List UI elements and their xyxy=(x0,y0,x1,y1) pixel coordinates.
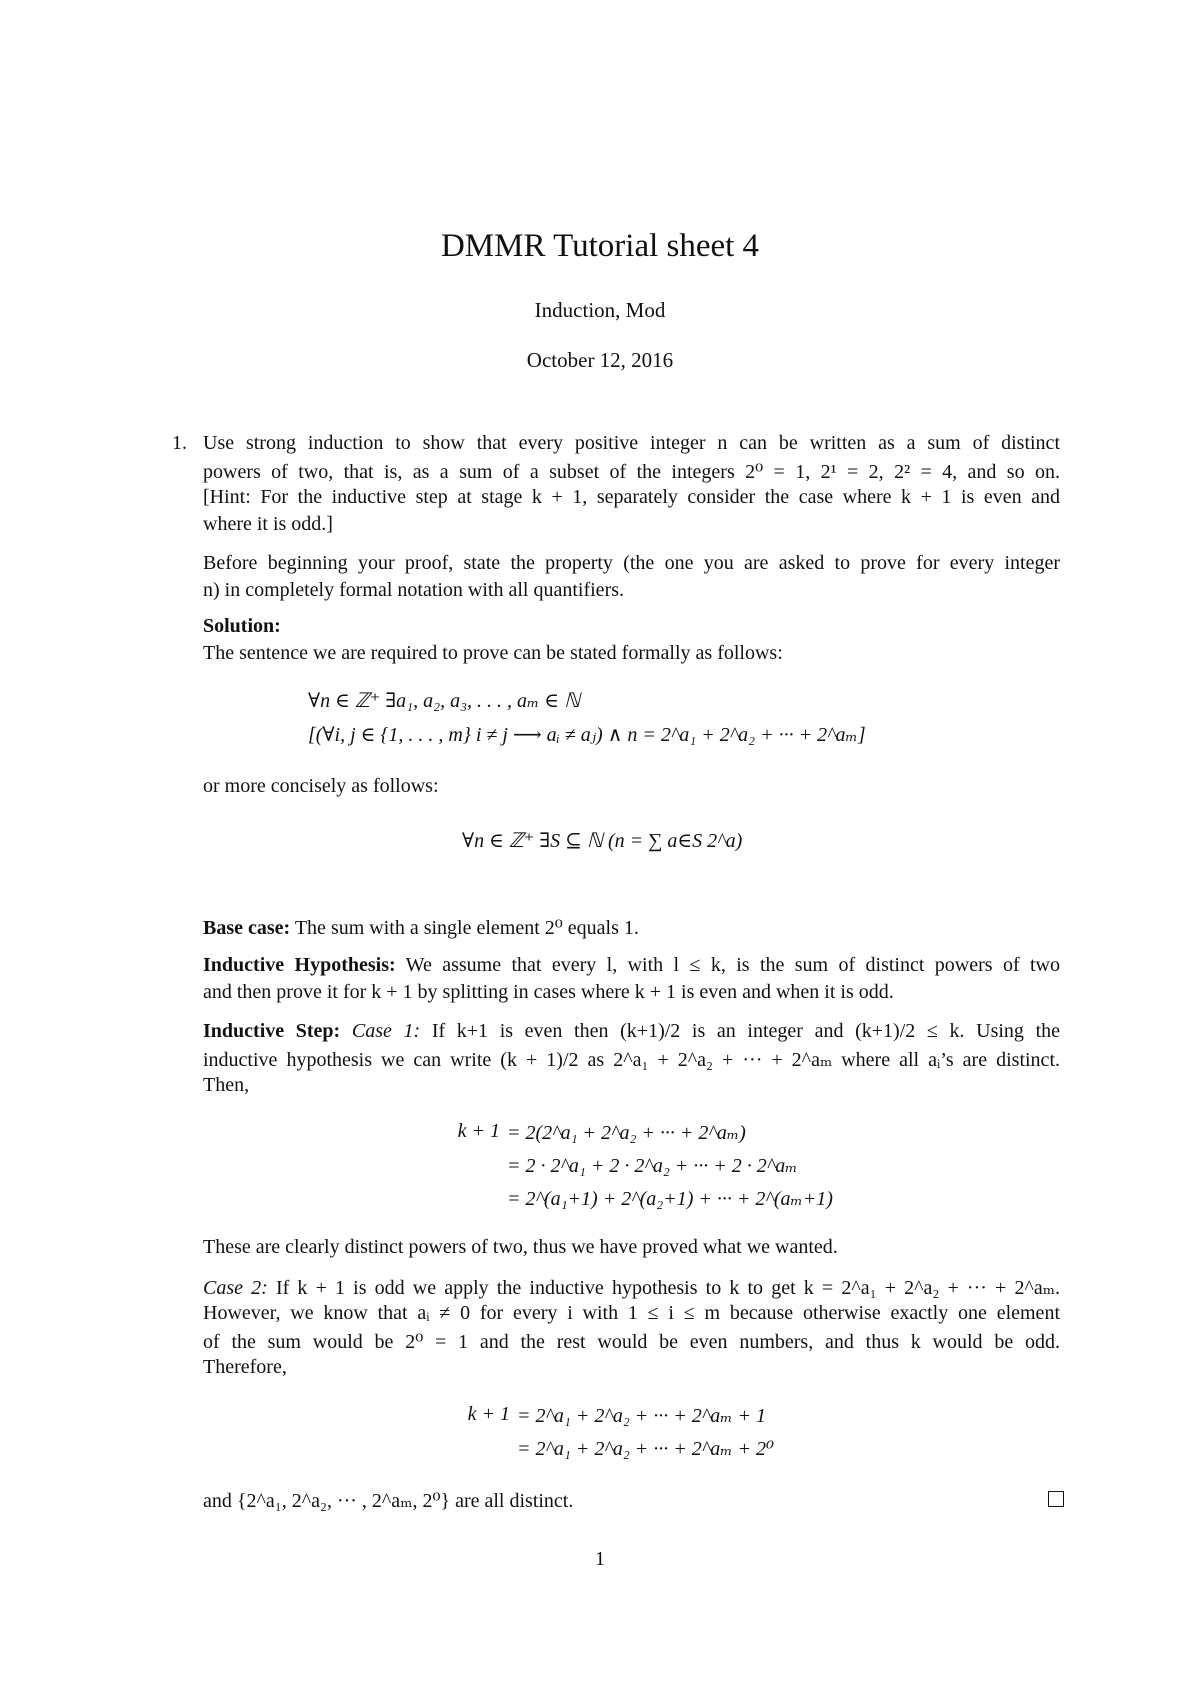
document-date: October 12, 2016 xyxy=(526,348,674,372)
base-case xyxy=(203,915,639,940)
document-subtitle: Induction, Mod xyxy=(534,298,666,322)
case2-text-cont: However, we know that aᵢ ≠ 0 for every i with 1 ≤ i ≤ m because otherwise exactly one element xyxy=(203,1302,1060,1324)
case1-text-cont: inductive hypothesis we can write (k + 1)/2 as 2^a₁ + 2^a₂ + ··· + 2^aₘ where all aᵢ’s are distinct. xyxy=(203,1049,1060,1071)
case2-label: Case 2: xyxy=(203,1277,268,1299)
is-label: Inductive Step: xyxy=(203,1020,341,1042)
solution-heading: Solution: xyxy=(203,615,281,637)
eq1-row: = 2^(a₁+1) + 2^(a₂+1) + ··· + 2^(aₘ+1) xyxy=(507,1188,833,1210)
eq1-row: = 2(2^a₁ + 2^a₂ + ··· + 2^aₘ) xyxy=(507,1122,746,1144)
formal-statement-line2: [(∀i, j ∈ {1, . . . , m} i ≠ j ⟶ aᵢ ≠ aⱼ) ∧ n = 2^a₁ + 2^a₂ + ··· + 2^aₘ] xyxy=(308,724,866,746)
question-line: Use strong induction to show that every positive integer n can be written as a sum of distinct xyxy=(203,432,1060,454)
eq2-row: = 2^a₁ + 2^a₂ + ··· + 2^aₘ + 1 xyxy=(517,1405,766,1427)
case2-text-cont: of the sum would be 2⁰ = 1 and the rest would be even numbers, and thus k would be odd. xyxy=(203,1331,1060,1353)
inductive-step xyxy=(203,1020,1060,1043)
eq1-row: = 2 · 2^a₁ + 2 · 2^a₂ + ··· + 2 · 2^aₘ xyxy=(507,1155,798,1177)
case2-text: If k + 1 is odd we apply the inductive hypothesis to k to get k = 2^a₁ + 2^a₂ + ··· + 2^aₘ. xyxy=(275,1277,1061,1299)
case1-then: Then, xyxy=(203,1074,250,1096)
eq2-lhs: k + 1 xyxy=(467,1403,510,1425)
qed-symbol xyxy=(1048,1491,1064,1507)
eq1-lhs: k + 1 xyxy=(457,1120,500,1142)
case1-label: Case 1: xyxy=(351,1020,421,1042)
question-line: [Hint: For the inductive step at stage k + 1, separately consider the case where k + 1 is even and xyxy=(203,486,1060,508)
concise-intro: or more concisely as follows: xyxy=(203,775,439,797)
document-title: DMMR Tutorial sheet 4 xyxy=(440,228,760,264)
question-line: Before beginning your proof, state the property (the one you are asked to prove for every integer xyxy=(203,552,1060,574)
case1-conclusion: These are clearly distinct powers of two, thus we have proved what we wanted. xyxy=(203,1236,838,1258)
question-line: n) in completely formal notation with all quantifiers. xyxy=(203,579,625,601)
solution-intro: The sentence we are required to prove can be stated formally as follows: xyxy=(203,642,783,664)
question-line: where it is odd.] xyxy=(203,513,333,535)
final-statement: and {2^a₁, 2^a₂, ··· , 2^aₘ, 2⁰} are all distinct. xyxy=(203,1490,574,1512)
ih-text-cont: and then prove it for k + 1 by splitting in cases where k + 1 is even and when it is odd. xyxy=(203,981,894,1003)
formal-statement-line1: ∀n ∈ ℤ⁺ ∃a₁, a₂, a₃, . . . , aₘ ∈ ℕ xyxy=(308,690,581,712)
base-case-label: Base case: xyxy=(203,917,291,939)
base-case-text: The sum with a single element 2⁰ equals 1. xyxy=(294,917,639,939)
ih-label: Inductive Hypothesis: xyxy=(203,954,396,976)
concise-statement: ∀n ∈ ℤ⁺ ∃S ⊆ ℕ (n = ∑ a∈S 2^a) xyxy=(462,830,743,852)
case1-text: If k+1 is even then (k+1)/2 is an integer and (k+1)/2 ≤ k. Using the xyxy=(431,1020,1060,1042)
question-line: powers of two, that is, as a sum of a subset of the integers 2⁰ = 1, 2¹ = 2, 2² = 4, and so on. xyxy=(203,461,1060,483)
eq2-row: = 2^a₁ + 2^a₂ + ··· + 2^aₘ + 2⁰ xyxy=(517,1438,774,1460)
page-number: 1 xyxy=(595,1548,605,1570)
inductive-hypothesis xyxy=(203,954,1060,977)
question-number: 1. xyxy=(172,432,187,454)
case2 xyxy=(203,1275,1060,1300)
case2-therefore: Therefore, xyxy=(203,1356,287,1378)
ih-text: We assume that every l, with l ≤ k, is the sum of distinct powers of two xyxy=(405,954,1061,976)
